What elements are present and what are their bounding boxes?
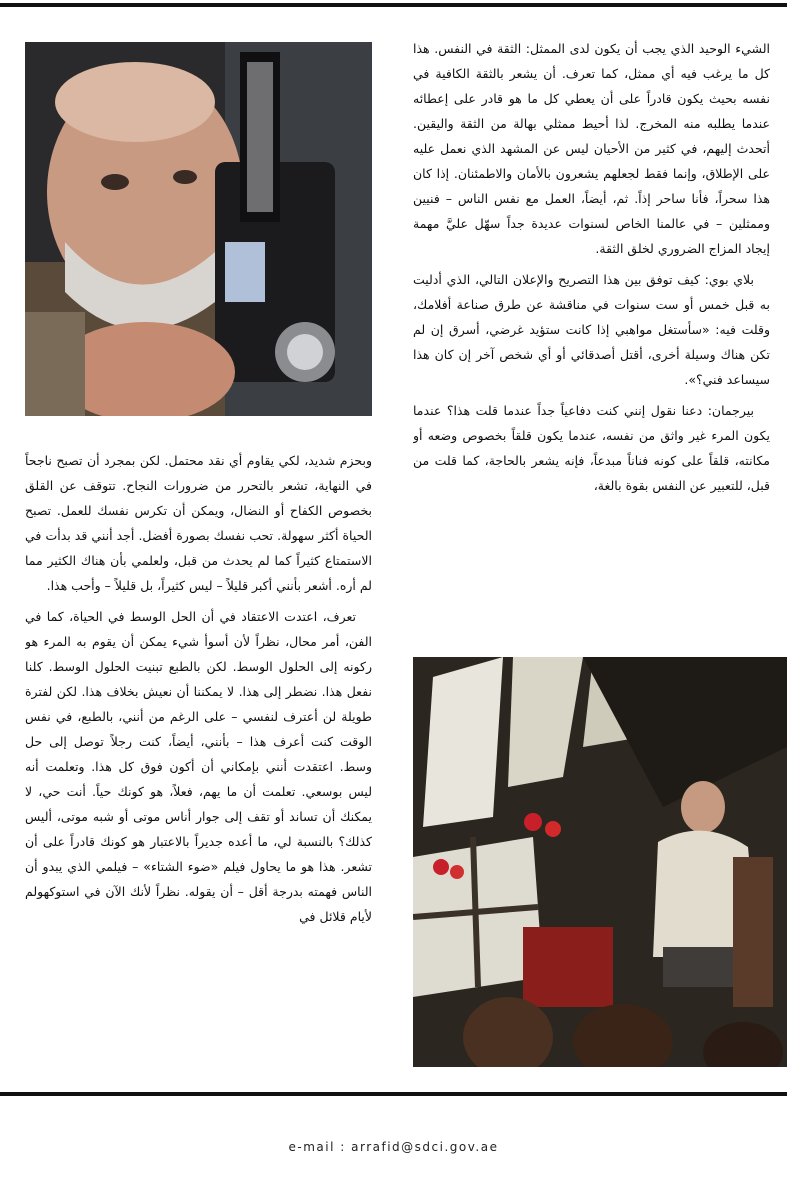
article-left-column — [25, 448, 372, 1064]
paragraph: بيرجمان: دعنا نقول إنني كنت دفاعياً جداً عندما قلت هذا؟ عندما يكون المرء غير واثق من نفسه، عندما يكون قلقاً بخصوص وضعه أو مكانته، قلقاً على كونه فناناً مبدعاً، فإنه يشعر بالحاجة، كما قلت من قبل، للتعبير عن النفس بقوة بالغة، — [413, 403, 770, 493]
interview-photo-icon — [413, 657, 787, 1067]
projector-photo-icon — [25, 42, 372, 416]
bottom-rule — [0, 1092, 787, 1096]
paragraph: الشيء الوحيد الذي يجب أن يكون لدى الممثل: الثقة في النفس. هذا كل ما يرغب فيه أي ممثل، كما تعرف. أن يشعر بالثقة الكافية في نفسه بحيث يكون قادراً على أن يعطي كل ما هو قادر على إعطائه عندما يطلبه منه المخرج. لذا أحيط ممثلي بهالة من الثقة واليقين. أتحدث إليهم، في كثير من الأحيان ليس عن المشهد الذي نعمل عليه على الإطلاق، وإنما فقط لجعلهم يشعرون بالأمان والاطمئنان. إذا كان هذا سحراً، فأنا ساحر إذاً. ثم، أيضاً، العمل مع نفس الناس – فنيين وممثلين – في عالمنا الخاص لسنوات عديدة جداً سهّل عليَّ مهمة إيجاد المزاج الضروري لخلق الثقة. — [413, 41, 770, 256]
footer-email: e-mail : arrafid@sdci.gov.ae — [288, 1140, 499, 1154]
paragraph: تعرف، اعتدت الاعتقاد في أن الحل الوسط في الحياة، كما في الفن، أمر محال، نظراً لأن أسوأ شيء يمكن أن يقوم به المرء هو ركونه إلى الحلول الوسط. لكن بالطبع تبنيت الحلول الوسط. كلنا نفعل هذا. نضطر إلى هذا. لا يمكننا أن نعيش بخلاف هذا. لكن لفترة طويلة لن أعترف لنفسي – على الرغم من أنني، بالطبع، في نفس الوقت كنت أعرف هذا – بأنني، أيضاً، كنت رجلاً توصل إلى حل وسط. اعتقدت أنني بإمكاني أن أكون فوق كل هذا. وتعلمت أنه ليس بوسعي. تعلمت أن ما يهم، فعلاً، هو كونك حياً. أنت حي، لا يمكنك أن تساند أو تقف إلى جوار أناس موتى أو شبه موتى، أليس كذلك؟ بالنسبة لي، ما أعده جديراً بالاعتبار هو كونك قادراً على أن تشعر. هذا هو ما يحاول فيلم «ضوء الشتاء» – فيلمي الذي يبدو أن الناس فهمته بدرجة أقل – أن يقوله. نظراً لأنك الآن في استوكهولم لأيام قلائل في — [25, 609, 372, 924]
photo-man-with-projector — [25, 42, 372, 416]
top-rule — [0, 3, 787, 7]
article-right-column — [413, 36, 770, 626]
paragraph: بلاي بوي: كيف توفق بين هذا التصريح والإعلان التالي، الذي أدليت به قبل خمس أو ست سنوات في مناقشة عن طرق صناعة أفلامك، وقلت فيه: «سأستغل مواهبي إذا كانت ستؤيد غرضي، أسرق إن لم تكن هناك وسيلة أخرى، أقتل أصدقائي أو أي شخص آخر إن كان هذا سيساعد فني؟». — [413, 272, 770, 387]
photo-interview-scene — [413, 657, 787, 1067]
paragraph: وبحزم شديد، لكي يقاوم أي نقد محتمل. لكن بمجرد أن تصبح ناجحاً في النهاية، تشعر بالتحرر من ضرورات النجاح. تتوقف عن القلق بخصوص الكفاح أو النضال، ويمكن أن تكرس نفسك للعمل. تصبح الحياة أكثر سهولة. تحب نفسك بصورة أفضل. أجد أنني قد بدأت في الاستمتاع كثيراً كما لم يحدث من قبل، ولعلمي بأن هناك الكثير مما لم أره. أشعر بأنني أكبر قليلاً – ليس كثيراً، بل قليلاً – وأحب هذا. — [25, 453, 372, 593]
